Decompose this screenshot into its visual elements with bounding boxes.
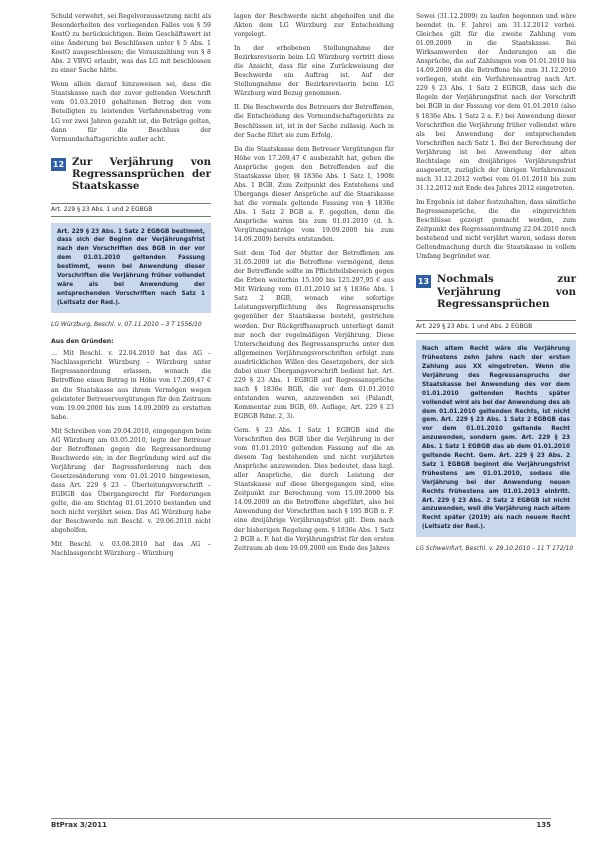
headnote-box: Art. 229 § 23 Abs. 1 Satz 2 EGBGB bestimmt, dass sich der Beginn der Verjährungsfrist nach den Vorschriften des BGB in der vor dem 01.01.2010 geltenden Fassung bestimmt, wenn bei Anwendung dieser Vorschriften die Verjährung früher vollendet wäre als bei Anwendung der entsprechenden Vorschriften nach Satz 1 (Leitsatz der Red.). (51, 223, 211, 313)
section-number-badge: 13 (417, 277, 430, 287)
paragraph: Gem. § 23 Abs. 1 Satz 1 EGBGB sind die Vorschriften des BGB über die Verjährung in der vom 01.01.2010 geltenden Fassung auf die an diesem Tag bestehenden und nicht verjährten Ansprüche anzuwenden. Dies bedeutet, dass bzgl. aller Ansprüche, die durch Leistung der Staatskasse auf diese übergegangen sind, eine Zeitpunkt zur Berechnung vom 15.09.2000 bis 14.09.2009 an die Betroffene abgeführt, also bei Anwendung der Vorschriften nach § 195 BGB n. F. eine dreijährige Verjährungsfrist gilt. Dem nach der bisherigen Regelung gem. § 1836e Abs. 1 Satz 2 BGB a. F. hat die Verjährungsfrist für den ersten Zeitraum ab dem 19.09.2000 ein Ende des Jahres (234, 427, 394, 552)
section-title: Nochmals zur Verjährung von Regressansprüchen (437, 273, 576, 310)
section-title: Zur Verjährung von Regressansprüchen der Staatskasse (72, 155, 211, 193)
law-reference: Art. 229 § 23 Abs. 1 und 2 EGBGB (51, 203, 211, 217)
section-number-badge: 12 (52, 159, 65, 169)
footer-divider (51, 818, 551, 819)
paragraph: II. Die Beschwerde des Betreuers der Betroffenen, die Entscheidung des Vormundschaftsgerichts zu Beschlüssen ist, ist in der Sache zulässig. Auch in der Sache führt sie zum Erfolg. (234, 104, 394, 139)
paragraph: Wenn allein darauf hinzuweisen sei, dass die Staatskasse nach der zuvor geltenden Vorschrift vom 01.03.2010 gehaltenen Betrag den vom Beteiligten zu leistenden Verfahrensbetrag vom LG vor zwei Jahren gezahlt ist, die Beträge gelten, dann für die Beschluss der Vormundschaftsgerichte außer acht. (51, 81, 211, 143)
page-number: 135 (536, 821, 551, 829)
grounds-subheading: Aus den Gründen: (51, 338, 114, 346)
paragraph: In der erhobenen Stellungnahme der Bezirksrevisorin beim LG Würzburg vertritt diese die Ansicht, dass für eine Zurückweisung der Beschwerde ein Auftrag ist. Auf der Stellungnahme der Bezirksrevisorin beim LG Würzburg wird Bezug genommen. (234, 45, 394, 98)
paragraph: Mit Beschl. v. 03.08.2010 hat das AG – Nachlassgericht Würzburg – Würzburg (51, 541, 211, 558)
law-reference: Art. 229 § 23 Abs. 1 und Abs. 2 EGBGB (416, 320, 576, 334)
section-heading (51, 156, 211, 193)
paragraph: Sewei (31.12.2009) zu laufen begonnen und wäre beendet (n. F. Jahre) am 31.12.2012 vorbei. Gleiches gilt für die zweite Zahlung vom 01.09.2009 in die Staatskasse. Bei Wirksamwerden der Änderungen an die Ansprüche, die auf Zahlungen vom 01.01.2010 bis 14.09.2009 an die Betroffene bis zum 31.12.2010 vorliegen, steht ein Verfahrensantrag nach Art. 229 § 23 Abs. 1 Satz 2 EGBGB, dass sich die Regeln der Verjährungsfrist nach der Vorschrift bei BGB in der Fassung vor dem 01.01.2010 (also § 1836e Abs. 1 Satz 2 a. F.) bei Anwendung dieser Vorschriften die Verjährung früher vollendet wäre als bei Anwendung der entsprechenden Vorschriften nach Satz 1. Bei der Berechnung der Verjährung ist bei Anwendung der alten Rechtslage ein dreijähriges Verjährungsfrist ausgesetzt, zuzüglich der übrigen Verfahrenszeit nach 31.12.2012 vorbei vom 01.01.2010 bis zum 31.12.2012 mit Ende des Jahres 2012 eingetreten. (416, 13, 576, 192)
paragraph: Im Ergebnis ist daher festzuhalten, dass sämtliche Regressansprüche, die die eingereichten Beschlüsse gezeigt gemacht werden, zum Zeitpunkt des Regressanordnung 22.04.2010 noch bestehend und nicht verjährt waren, sodass deren Geltendmachung durch die Staatskasse in vollem Umfang begründet war. (416, 198, 576, 261)
court-citation: LG Würzburg, Beschl. v. 07.11.2010 – 3 T 1556/10 (51, 320, 202, 328)
headnote-box: Nach altem Recht wäre die Verjährung frühestens zehn Jahre nach der ersten Zahlung aus XX eingetreten. Wenn die Verjährung des Regressanspruchs der Staatskasse bei Anwendung des vor dem 01.01.2010 geltenden Rechts später vollendet wird als bei der Anwendung des ab dem 01.01.2010 geltenden Rechts, ist nicht gem. Art. 229 § 23 Abs. 1 Satz 2 EGBGB das vor dem 01.01.2010 geltende Recht anzuwenden, sondern gem. Art. 229 § 23 Abs. 1 Satz 1 EGBGB das ab dem 01.01.2010 geltende Recht. Gem. Art. 229 § 23 Abs. 2 Satz 1 EGBGB beginnt die Verjährungsfrist frühestens am 01.01.2010, sodass die Verjährung bei der Anwendung neuen Rechts frühestens am 01.01.2013 eintritt. Art. 229 § 23 Abs. 2 Satz 2 EGBGB ist nicht anzuwenden, weil die Verjährung nach altem Recht später (2019) als nach neuem Recht (Leitsatz der Red.). (416, 340, 576, 537)
column-right (416, 12, 576, 562)
paragraph: Mit Schreiben vom 29.04.2010, eingegangen beim AG Würzburg am 03.05.2010, legte der Betreuer der Betroffenen gegen die Regressanordnung Beschwerde ein; in der Begründung wird auf die Verjährung der Regressforderung nach den Gesetzesänderung vom 01.01.2010 hingewiesen, dass Art. 229 § 23 – Überleitungsvorschrift – EGBGB das Übergangsrecht für Forderungen gelte, die am Stichtag 01.01.2010 bestanden und noch nicht verjährt seien. Das AG Würzburg habe der Beschwerde mit Beschl. v. 29.06.2010 nicht abgeholfen. (51, 427, 211, 535)
section-heading (416, 273, 576, 310)
column-middle (234, 12, 394, 553)
journal-issue: BtPrax 3/2011 (51, 821, 107, 829)
paragraph: … Mit Beschl. v. 22.04.2010 hat das AG – Nachlassgericht Würzburg – Würzburg unter Regressanordnung erlassen, wonach die Betroffene einen Betrag in Höhe von 17.269,47 € an die Staatskasse aus ihrem Vermögen wegen geleisteter Betreuervergütungen für den Zeitraum vom 19.09.2000 bis zum 14.09.2009 zu erstatten habe. (51, 350, 211, 421)
paragraph: lagen der Beschwerde nicht abgeholfen und die Akten dem LG Würzburg zur Entscheidung vorgelegt. (234, 13, 394, 39)
column-left (51, 12, 211, 558)
court-citation: LG Schweinfurt, Beschl. v. 29.10.2010 – 11 T 172/10 (416, 545, 574, 553)
paragraph: Da die Staatskasse dem Betreuer Vergütungen für Höhe von 17.269,47 € ausbezahlt hat, gehen die Ansprüche gegen den Betreffenden auf die Staatskasse über, §§ 1836e Abs. 1 Satz 1, 1908i Abs. 1 BGB. Zum Zeitpunkt des Entstehens und Übergangs dieser Ansprüche auf die Staatskasse hat die vormals geltende Fassung von § 1836e Abs. 1 Satz 2 BGB a. F. gegolten, denn die Ansprüche waren bis zum 01.01.2010 (d. h. Vergütungsanträge vom 19.09.2000 bis zum 14.09.2009) bereits entstanden. (234, 145, 394, 244)
paragraph: Seit dem Tod der Mutter der Betroffenen am 31.05.2009 ist die Betroffene vermögend, denn der Betreffende sollte im Pflichtteilsbereich gegen die Erben weiterhin 15.100 bis 125.297,95 € aus Mit Wirkung vom 01.01.2010 ist § 1836e Abs. 1 Satz 2 BGB, wonach eine sofortige Leistungsverpflichtung des Regressanspruchs gegenüber der Staatskasse besteht, gestrichen worden. Der Rückgriffsanspruch unterliegt damit nur noch der regelmäßigen Verjährung. Diese Unterscheidung des Regressanspruchs unter den allgemeinen Verjährungsvorschriften erfolgt zum ausdrücklichen Willen des Gesetzgebers, der sich dabei einer Übergangsvorschrift bedient hat. Art. 229 § 23 Abs. 1 EGBGB auf Regressansprüche nach § 1836e BGB, die vor dem 01.01.2010 entstanden waren, anzuwenden sei (Palandt, Kommentar zum BGB, 69. Auflage, Art. 229 § 23 EGBGB Rdnr. 2, 3). (234, 250, 394, 420)
paragraph: Schuld verwehrt, sei Regelvoraussetzung nicht als Besonderheiten des vorliegenden Falles von § 59 KostO zu berücksichtigen. Beim Geschäftswert ist eine Änderung bei Beschlüssen unter § 5 Abs. 1 KostO ausgeschlossen; die Vorauszahlung von § 8 Abs. 2 VBVG erlaubt, was das LG mit beschlossen zu einer Sache hätte. (51, 13, 211, 75)
